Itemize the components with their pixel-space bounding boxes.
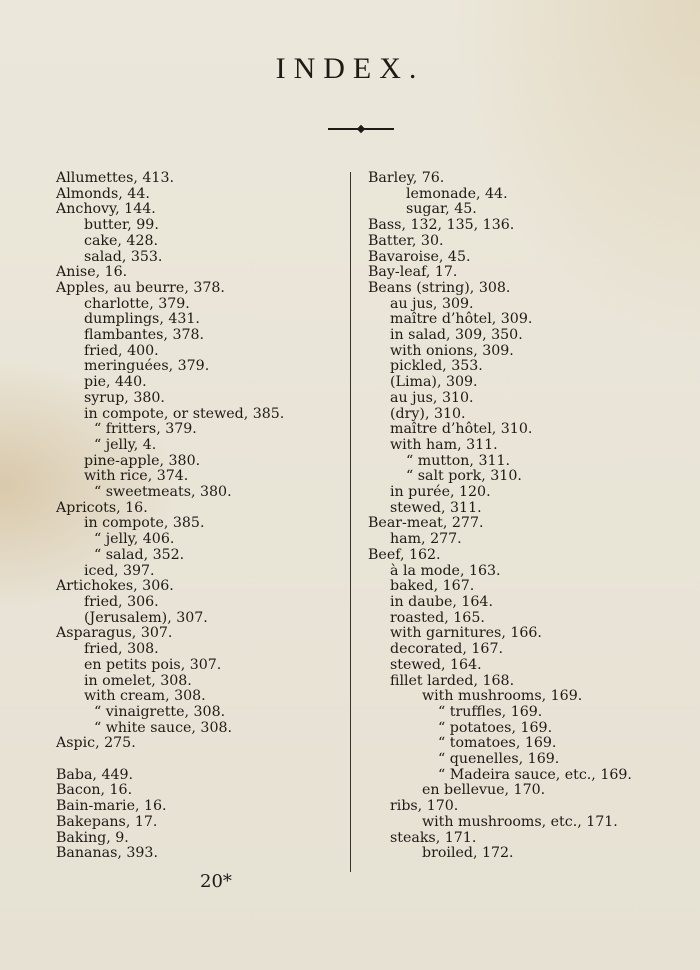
index-entry: Barley, 76. <box>368 170 445 186</box>
index-subentry: fried, 400. <box>84 342 159 359</box>
index-entry: Baba, 449. <box>56 766 134 783</box>
index-subentry: “ Madeira sauce, etc., 169. <box>438 766 632 783</box>
index-subentry: “ white sauce, 308. <box>94 719 233 736</box>
index-subentry: in daube, 164. <box>390 593 493 610</box>
index-subentry: lemonade, 44. <box>406 185 508 202</box>
index-subentry: with onions, 309. <box>390 342 514 359</box>
index-subentry: meringuées, 379. <box>84 358 210 375</box>
page-number: 20* <box>200 871 232 892</box>
index-subentry: (Lima), 309. <box>390 374 478 391</box>
index-entry: Aspic, 275. <box>56 735 136 752</box>
index-subentry: pie, 440. <box>84 374 147 391</box>
index-subentry: in purée, 120. <box>390 484 491 501</box>
index-entry: Almonds, 44. <box>56 185 150 202</box>
index-subentry: “ truffles, 169. <box>438 703 543 720</box>
index-subentry: “ salad, 352. <box>94 546 185 563</box>
index-subentry: pickled, 353. <box>390 358 483 375</box>
index-entry: Anchovy, 144. <box>56 201 156 218</box>
index-subentry: au jus, 309. <box>390 295 474 312</box>
index-column-right <box>366 171 666 862</box>
index-entry: Batter, 30. <box>368 232 444 249</box>
index-subentry: in compote, 385. <box>84 515 205 532</box>
index-subentry: broiled, 172. <box>422 845 514 862</box>
index-entry: Apples, au beurre, 378. <box>56 279 225 296</box>
index-subentry: “ mutton, 311. <box>406 452 511 469</box>
index-subentry: iced, 397. <box>84 562 155 579</box>
index-entry: Bass, 132, 135, 136. <box>368 217 515 234</box>
index-subentry: (Jerusalem), 307. <box>84 609 208 626</box>
index-subentry: “ tomatoes, 169. <box>438 735 557 752</box>
index-entry: Baking, 9. <box>56 829 129 846</box>
index-subentry: ham, 277. <box>390 531 462 548</box>
index-subentry: butter, 99. <box>84 217 159 234</box>
index-entry: Bavaroise, 45. <box>368 248 471 265</box>
index-entry: Beef, 162. <box>368 546 441 563</box>
index-subentry: maître d’hôtel, 310. <box>390 421 533 438</box>
index-subentry: maître d’hôtel, 309. <box>390 311 533 328</box>
index-subentry: syrup, 380. <box>84 389 165 406</box>
index-subentry: cake, 428. <box>84 232 159 249</box>
index-subentry: “ salt pork, 310. <box>406 468 522 485</box>
index-subentry: ribs, 170. <box>390 798 459 815</box>
index-subentry: decorated, 167. <box>390 641 503 658</box>
index-entry: Artichokes, 306. <box>56 578 174 595</box>
index-subentry: (dry), 310. <box>390 405 466 422</box>
index-subentry: “ vinaigrette, 308. <box>94 703 226 720</box>
index-entry: Asparagus, 307. <box>56 625 173 642</box>
index-entry: Bakepans, 17. <box>56 813 158 830</box>
index-subentry: steaks, 171. <box>390 829 477 846</box>
index-subentry: with cream, 308. <box>84 688 206 705</box>
index-subentry: “ jelly, 4. <box>94 436 157 453</box>
index-entry <box>50 752 340 768</box>
index-subentry: fillet larded, 168. <box>390 672 515 689</box>
index-subentry: “ quenelles, 169. <box>438 751 560 768</box>
index-subentry: charlotte, 379. <box>84 295 190 312</box>
page-title: INDEX. <box>275 52 425 85</box>
index-entry: Beans (string), 308. <box>368 279 511 296</box>
index-subentry: with mushrooms, 169. <box>422 688 583 705</box>
index-entry: Bacon, 16. <box>56 782 133 799</box>
index-subentry: roasted, 165. <box>390 609 485 626</box>
index-subentry: salad, 353. <box>84 248 163 265</box>
index-subentry: in salad, 309, 350. <box>390 327 523 344</box>
index-subentry: “ fritters, 379. <box>94 421 197 438</box>
index-subentry: “ sweetmeats, 380. <box>94 484 232 501</box>
index-entry: Apricots, 16. <box>56 499 148 516</box>
index-subentry: flambantes, 378. <box>84 327 205 344</box>
index-subentry: with ham, 311. <box>390 436 498 453</box>
index-subentry: “ jelly, 406. <box>94 531 175 548</box>
index-subentry: sugar, 45. <box>406 201 477 218</box>
index-subentry: with rice, 374. <box>84 468 189 485</box>
index-subentry: with mushrooms, etc., 171. <box>422 813 618 830</box>
index-subentry: stewed, 311. <box>390 499 482 516</box>
index-subentry: fried, 306. <box>84 593 159 610</box>
index-subentry: au jus, 310. <box>390 389 474 406</box>
index-subentry: pine-apple, 380. <box>84 452 201 469</box>
index-entry: Bear-meat, 277. <box>368 515 484 532</box>
index-entry: Anise, 16. <box>56 264 128 281</box>
index-subentry: dumplings, 431. <box>84 311 200 328</box>
index-subentry: in compote, or stewed, 385. <box>84 405 285 422</box>
index-entry: Bay-leaf, 17. <box>368 264 458 281</box>
title-ornament-diamond <box>357 125 365 133</box>
index-column-left <box>50 171 340 862</box>
index-subentry: fried, 308. <box>84 641 159 658</box>
index-entry: Allumettes, 413. <box>56 170 174 186</box>
index-subentry: en petits pois, 307. <box>84 656 222 673</box>
index-subentry: “ potatoes, 169. <box>438 719 553 736</box>
index-entry: Bain-marie, 16. <box>56 798 167 815</box>
column-divider <box>350 172 351 872</box>
index-subentry: stewed, 164. <box>390 656 482 673</box>
index-subentry: baked, 167. <box>390 578 475 595</box>
index-subentry: en bellevue, 170. <box>422 782 546 799</box>
index-subentry: in omelet, 308. <box>84 672 192 689</box>
index-subentry: with garnitures, 166. <box>390 625 542 642</box>
index-subentry: à la mode, 163. <box>390 562 501 579</box>
index-entry: Bananas, 393. <box>56 845 158 862</box>
